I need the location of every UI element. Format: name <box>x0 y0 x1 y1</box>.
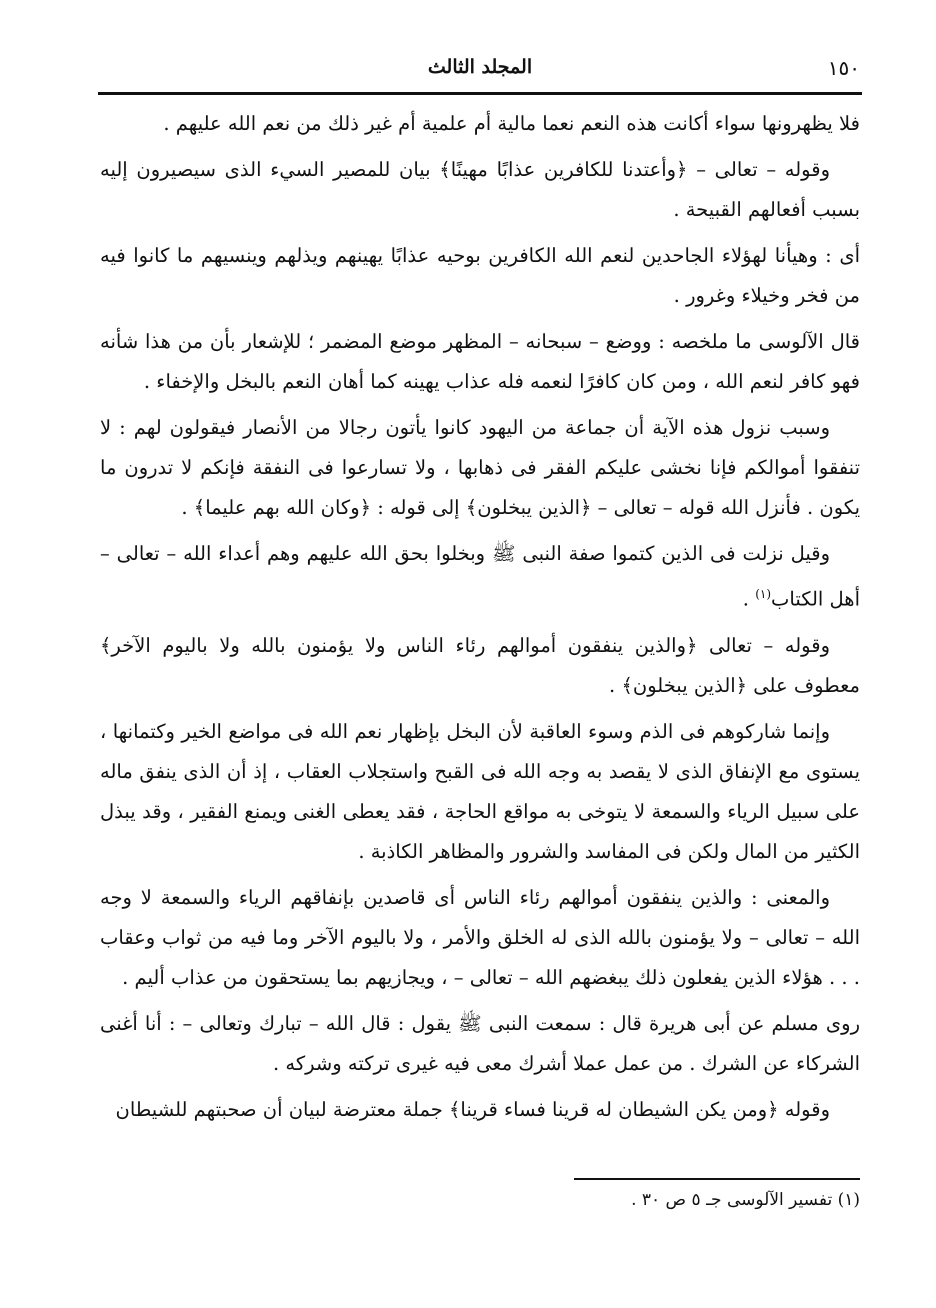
body-text <box>100 104 860 1136</box>
paragraph: وإنما شاركوهم فى الذم وسوء العاقبة لأن البخل بإظهار نعم الله فى مواضع الخير وكتمانها ، يستوى مع الإنفاق الذى لا يقصد به وجه الله فى القبح واستجلاب العقاب ، إذ أن الذى ينفق ماله على سبيل الرياء والسمعة لا يتوخى به مواقع الحاجة ، فقد يعطى الغنى ويمنع الفقير ، وقد يبذل الكثير من المال ولكن فى المفاسد والشرور والمظاهر الكاذبة . <box>100 719 860 863</box>
header-rule <box>98 92 862 95</box>
paragraph: قال الآلوسى ما ملخصه : ووضع – سبحانه – المظهر موضع المضمر ؛ للإشعار بأن من هذا شأنه فهو كافر لنعم الله ، ومن كان كافرًا لنعمه فله عذاب يهينه كما أهان النعم بالبخل والإخفاء . <box>100 330 860 393</box>
page-header <box>100 52 860 92</box>
paragraph: وقوله – تعالى ﴿والذين ينفقون أموالهم رئاء الناس ولا يؤمنون بالله ولا باليوم الآخر﴾ معطوف على ﴿الذين يبخلون﴾ . <box>100 633 860 697</box>
running-title: المجلد الثالث <box>427 56 533 78</box>
footnote-rule <box>574 1178 860 1180</box>
paragraph: وقوله ﴿ومن يكن الشيطان له قرينا فساء قرينا﴾ جملة معترضة لبيان أن صحبتهم للشيطان <box>115 1097 830 1121</box>
paragraph: والمعنى : والذين ينفقون أموالهم رئاء الناس أى قاصدين بإنفاقهم الرياء والسمعة لا وجه الله – تعالى – ولا يؤمنون بالله الذى له الخلق والأمر ، ولا باليوم الآخر وما فيه من ثواب وعقاب . . . هؤلاء الذين يفعلون ذلك يبغضهم الله – تعالى – ، ويجازيهم بما يستحقون من عذاب أليم . <box>100 885 860 989</box>
footnote-marker: (١) <box>755 587 772 601</box>
paragraph: فلا يظهرونها سواء أكانت هذه النعم نعما مالية أم علمية أم غير ذلك من نعم الله عليهم . <box>163 112 860 135</box>
paragraph: وسبب نزول هذه الآية أن جماعة من اليهود كانوا يأتون رجالا من الأنصار فيقولون لهم : لا تنفقوا أموالكم فإنا نخشى عليكم الفقر فى ذهابها ، ولا تسارعوا فى النفقة فإنكم لا تدرون ما يكون . فأنزل الله قوله – تعالى – ﴿الذين يبخلون﴾ إلى قوله : ﴿وكان الله بهم عليما﴾ . <box>100 416 860 519</box>
paragraph: وقوله – تعالى – ﴿وأعتدنا للكافرين عذابًا مهينًا﴾ بيان للمصير السيء الذى سيصيرون إليه بسبب أفعالهم القبيحة . <box>100 158 860 221</box>
paragraph: روى مسلم عن أبى هريرة قال : سمعت النبى ﷺ يقول : قال الله – تبارك وتعالى – : أنا أغنى الشركاء عن الشرك . من عمل عملا أشرك معى فيه غيرى تركته وشركه . <box>100 1011 860 1075</box>
paragraph-with-footnote <box>100 534 860 620</box>
paragraph-end: . <box>742 587 756 611</box>
page-number: ١٥٠ <box>827 56 860 80</box>
footnote: (١) تفسير الآلوسى جـ ٥ ص ٣٠ . <box>631 1190 860 1210</box>
paragraph: أى : وهيأنا لهؤلاء الجاحدين لنعم الله الكافرين بوحيه عذابًا يهينهم ويذلهم وينسيهم ما كانوا فيه من فخر وخيلاء وغرور . <box>100 244 860 307</box>
paragraph-text: وقيل نزلت فى الذين كتموا صفة النبى ﷺ وبخلوا بحق الله عليهم وهم أعداء الله – تعالى – أهل الكتاب <box>100 542 860 611</box>
